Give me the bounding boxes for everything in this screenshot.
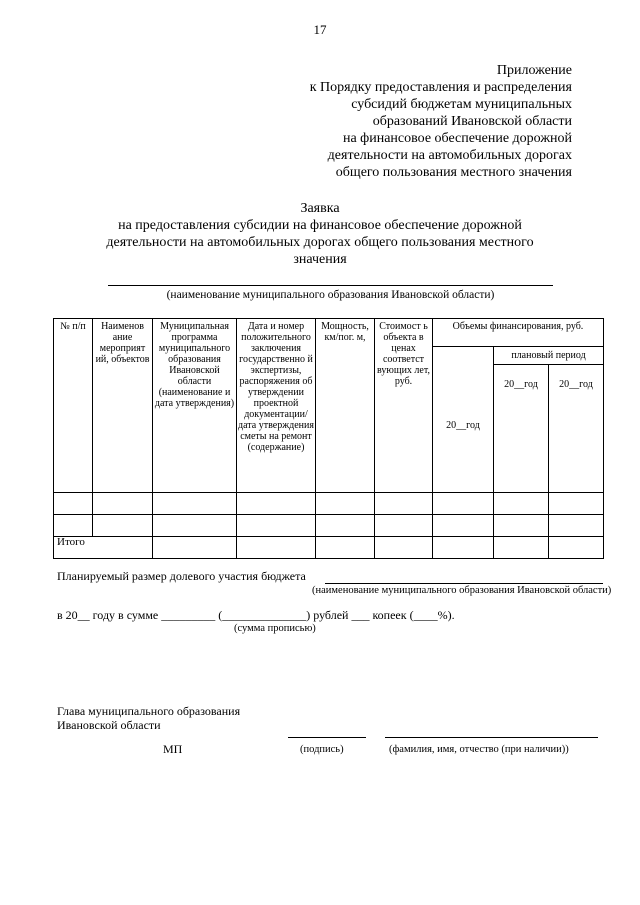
total-row bbox=[54, 537, 604, 559]
title-line: деятельности на автомобильных дорогах общего пользования местного bbox=[106, 235, 534, 250]
title-line: значения bbox=[293, 252, 347, 267]
table-row bbox=[54, 515, 604, 537]
appendix-block bbox=[242, 62, 572, 181]
header-cost: Стоимост ь объекта в ценах соответст вующих лет, руб. bbox=[375, 319, 433, 493]
appendix-line: на финансовое обеспечение дорожной bbox=[342, 131, 572, 146]
header-capacity: Мощность, км/пог. м, bbox=[316, 319, 375, 493]
share-label: Планируемый размер долевого участия бюджета bbox=[57, 569, 306, 583]
funding-table bbox=[53, 318, 604, 559]
appendix-line: общего пользования местного значения bbox=[335, 165, 572, 180]
header-funding: Объемы финансирования, руб. bbox=[433, 319, 604, 347]
municipality-name-line bbox=[108, 285, 553, 286]
header-event-name: Наименов ание мероприят ий, объектов bbox=[93, 319, 153, 493]
name-line bbox=[385, 737, 598, 738]
header-year-plan2: 20__год bbox=[549, 365, 604, 493]
amount-text: в 20__ году в сумме _________ (______________) рублей ___ копеек (____%). bbox=[57, 608, 455, 622]
head-title-line1: Глава муниципального образования bbox=[57, 704, 241, 718]
page-number: 17 bbox=[313, 22, 327, 37]
header-year-current: 20__год bbox=[433, 347, 494, 493]
title-heading: Заявка bbox=[300, 201, 340, 216]
stamp-mp: МП bbox=[163, 742, 183, 756]
header-planned-period: плановый период bbox=[494, 347, 604, 365]
signature-caption: (подпись) bbox=[300, 744, 344, 755]
share-line bbox=[325, 583, 603, 584]
name-caption: (фамилия, имя, отчество (при наличии)) bbox=[389, 744, 569, 755]
total-label: Итого bbox=[54, 537, 153, 559]
amount-caption: (сумма прописью) bbox=[234, 623, 316, 634]
head-title-line2: Ивановской области bbox=[57, 718, 161, 732]
appendix-line: деятельности на автомобильных дорогах bbox=[327, 148, 572, 163]
header-number: № п/п bbox=[54, 319, 93, 493]
appendix-line: к Порядку предоставления и распределения bbox=[309, 80, 572, 95]
signature-line bbox=[288, 737, 366, 738]
appendix-line: образований Ивановской области bbox=[372, 114, 572, 129]
header-year-plan1: 20__год bbox=[494, 365, 549, 493]
header-expertise: Дата и номер положительного заключения государственно й экспертизы, распоряжения об утверждении проектной документации/ дата утверждения сметы на ремонт (содержание) bbox=[237, 319, 316, 493]
header-program: Муниципальная программа муниципального образования Ивановской области (наименование и дата утверждения) bbox=[153, 319, 237, 493]
document-title bbox=[80, 200, 560, 268]
appendix-line: субсидий бюджетам муниципальных bbox=[351, 97, 572, 112]
table-row bbox=[54, 493, 604, 515]
title-line: на предоставления субсидии на финансовое обеспечение дорожной bbox=[118, 218, 522, 233]
share-caption: (наименование муниципального образования Ивановской области) bbox=[312, 585, 612, 596]
municipality-caption: (наименование муниципального образования Ивановской области) bbox=[166, 289, 495, 301]
appendix-line: Приложение bbox=[496, 63, 572, 78]
